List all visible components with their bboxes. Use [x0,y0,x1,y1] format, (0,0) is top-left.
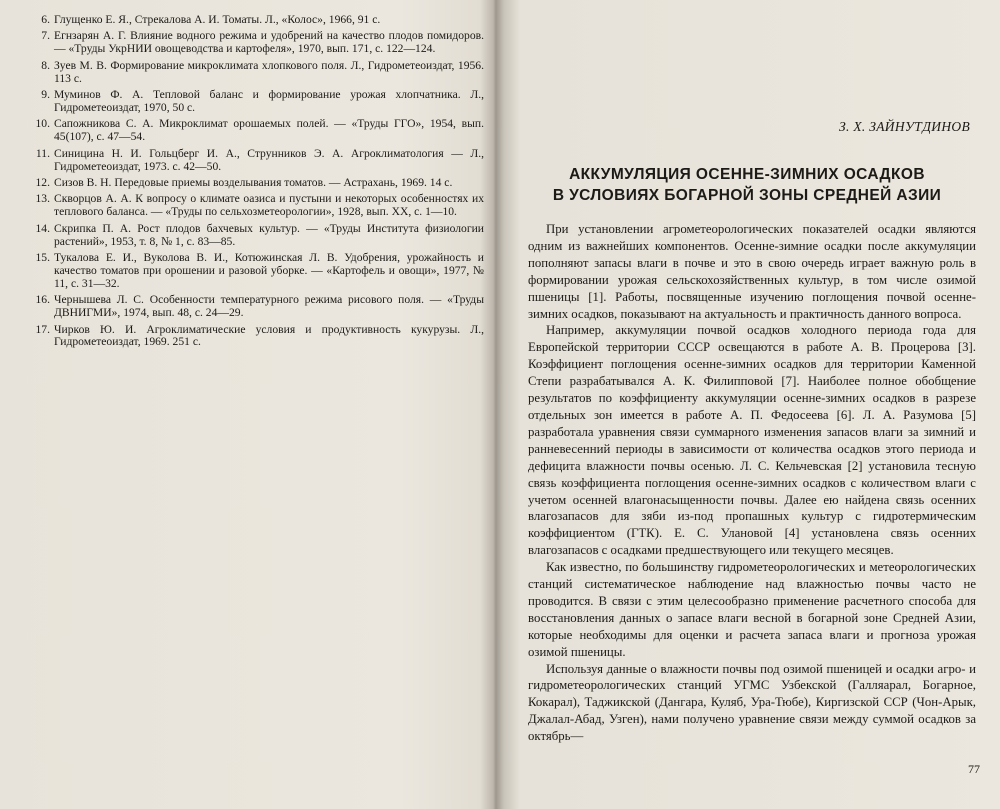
reference-text: Зуев М. В. Формирование микроклимата хлопкового поля. Л., Гидрометеоиздат, 1956. 113 с. [54,58,484,85]
reference-item [16,14,484,27]
reference-number: 8 . [30,60,50,73]
reference-number: 14 . [30,223,50,236]
reference-item [16,177,484,190]
reference-number: 15 . [30,252,50,265]
reference-text: Глущенко Е. Я., Стрекалова А. И. Томаты. Л., «Колос», 1966, 91 с. [54,13,381,26]
reference-item [16,223,484,249]
reference-text: Сапожникова С. А. Микроклимат орошаемых полей. — «Труды ГГО», 1954, вып. 45(107), с. 47—54. [54,117,484,144]
reference-number: 12 . [30,177,50,190]
reference-number: 10 . [30,118,50,131]
reference-text: Скрипка П. А. Рост плодов бахчевых культур. — «Труды Института физиологии растений», 1953, т. 8, № 1, с. 83—85. [54,221,484,248]
reference-item [16,193,484,219]
reference-text: Скворцов А. А. К вопросу о климате оазиса и пустыни и некоторых особенностях их теплового баланса. — «Труды по сельхозметеорологии», 1928, вып. XX, с. 1—10. [54,192,484,219]
article-title-line: В УСЛОВИЯХ БОГАРНОЙ ЗОНЫ СРЕДНЕЙ АЗИИ [552,187,942,204]
author-name: З. Х. ЗАЙНУТДИНОВ [839,119,970,134]
reference-text: Синицина Н. И. Гольцберг И. А., Струнников Э. А. Агроклиматология — Л., Гидрометеоиздат, 1973. с. 42—50. [54,146,484,173]
reference-text: Егнзарян А. Г. Влияние водного режима и удобрений на качество плодов помидоров. — «Труды УкрНИИ овощеводства и картофеля», 1970, вып. 171, с. 122—124. [54,29,484,56]
reference-number: 13 . [30,193,50,206]
reference-item [16,89,484,115]
reference-number: 6 . [30,14,50,27]
reference-number: 7 . [30,30,50,43]
body-paragraph: Используя данные о влажности почвы под озимой пшеницей и осадки агро- и гидрометеорологических станций УГМС Узбекской (Галляарал, Богарное, Кокарал), Таджикской (Дангара, Куляб, Ура-Тюбе), Киргизской ССР (Чон-Арык, Джалал-Абад, Узген), нами получено уравнение связи между суммой осадков за октябрь— [528,661,976,744]
reference-text: Чернышева Л. С. Особенности температурного режима рисового поля. — «Труды ДВНИГМИ», 1974, вып. 48, с. 24—29. [54,293,484,320]
reference-number: 11 . [30,148,50,161]
body-paragraph: Как известно, по большинству гидрометеорологических и метеорологических станций систематическое наблюдение над влажностью почвы часто не проводится. В связи с этим целесообразно применение расчетного способа для восстановления данных о запасе влаги весной в богарной зоне Средней Азии, которые необходимы для оценки и расчета запаса влаги и прогноза урожая озимой пшеницы. [528,560,976,659]
article-title [526,164,968,206]
reference-text: Муминов Ф. А. Тепловой баланс и формирование урожая хлопчатника. Л., Гидрометеоиздат, 1970, 50 с. [54,88,484,114]
reference-number: 16 . [30,294,50,307]
reference-list [16,14,484,353]
left-page [0,0,496,809]
reference-number: 9 . [30,89,50,102]
body-paragraph: Например, аккумуляции почвой осадков холодного периода года для Европейской территории СССР освещаются в работе А. В. Процерова [3]. Коэффициент поглощения осенне-зимних осадков для территории Каменной Степи разрабатывался А. К. Филипповой [7]. Наиболее полное обобщение результатов по коэффициенту аккумуляции осенне-зимних осадков в разрезе отдельных зон имеется в работе А. П. Федосеева [6]. Л. А. Разумова [5] разработала уравнения связи суммарного изменения запасов влаги за зимний и ранневесенний периоды в зависимости от количества осадков этого периода и дефицита влажности почвы осенью. Л. С. Кельчевская [2] установила тесную связь коэффициента поглощения осенне-зимних осадков с количеством влаги с учетом осенней влагонасыщенности почвы. Далее ею найдена связь осенних влагозапасов для зяби из-под пропашных культур с гидротермическим коэффициентом (ГТК). Е. С. Улановой [4] установлена связь осенних влагозапасов с осадками предшествующего или текущего месяцев. [528,323,976,558]
reference-item [16,60,484,86]
reference-item [16,148,484,174]
reference-item [16,324,484,350]
reference-text: Тукалова Е. И., Вуколова В. И., Котюжинская Л. В. Удобрения, урожайность и качество томатов при орошении и разовой уборке. — «Картофель и овощи», 1977, № 11, с. 31—32. [54,251,484,290]
reference-text: Чирков Ю. И. Агроклиматические условия и продуктивность кукурузы. Л., Гидрометеоиздат, 1969. 251 с. [54,322,484,349]
reference-item [16,118,484,144]
reference-number: 17 . [30,324,50,337]
right-page [504,0,1000,809]
reference-text: Сизов В. Н. Передовые приемы возделывания томатов. — Астрахань, 1969. 14 с. [54,175,453,189]
page-number: 77 [968,762,980,776]
body-paragraph: При установлении агрометеорологических показателей осадки являются одним из важнейших компонентов. Осенне-зимние осадки после аккумуляции пополняют запасы влаги в почве и это в свою очередь играет важную роль в формировании урожая сельскохозяйственных культур, в том числе озимой пшеницы [1]. Работы, посвященные изучению поглощения почвой осенне-зимних осадков, показывают на актуальность и практичность данного вопроса. [528,222,976,321]
reference-item [16,294,484,320]
article-body [528,221,976,745]
article-title-line: АККУМУЛЯЦИЯ ОСЕННЕ-ЗИМНИХ ОСАДКОВ [569,166,925,183]
reference-item [16,30,484,56]
reference-item [16,252,484,291]
